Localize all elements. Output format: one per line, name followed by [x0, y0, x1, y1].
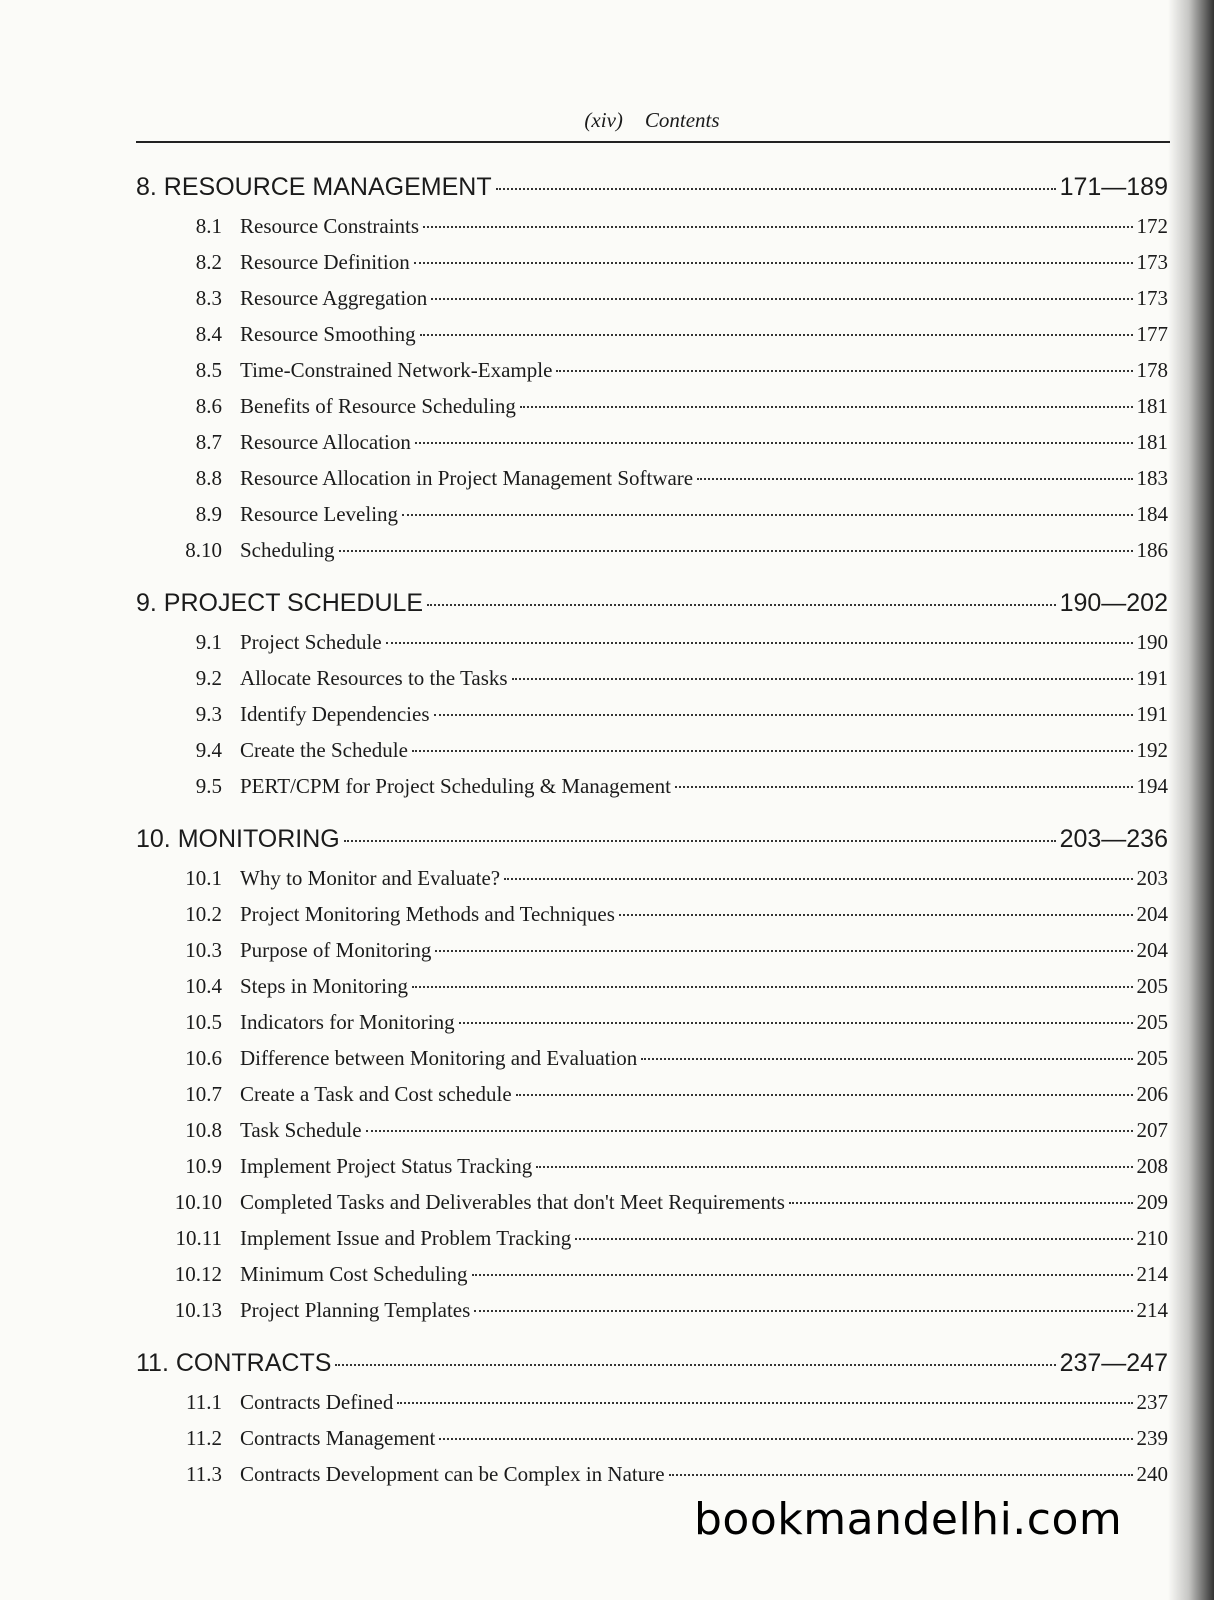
dot-leader [641, 1058, 1132, 1060]
section-title: Benefits of Resource Scheduling [240, 394, 516, 418]
section-page-number: 204 [1136, 938, 1168, 962]
section-entry [136, 316, 1168, 352]
dot-leader [619, 914, 1133, 916]
section-title: Project Planning Templates [240, 1298, 471, 1322]
dot-leader [415, 442, 1133, 444]
section-entry [136, 1220, 1168, 1256]
section-title: Why to Monitor and Evaluate? [240, 866, 501, 890]
section-entry [136, 424, 1168, 460]
section-page-number: 186 [1136, 538, 1168, 562]
section-title: Resource Smoothing [240, 322, 416, 346]
section-page-number: 181 [1136, 394, 1168, 418]
section-number: 10.9 [185, 1154, 222, 1178]
section-title: Create a Task and Cost schedule [240, 1082, 512, 1106]
section-title: Create the Schedule [240, 738, 408, 762]
dot-leader [427, 604, 1055, 606]
section-page-number: 203 [1136, 866, 1168, 890]
dot-leader [472, 1274, 1133, 1276]
section-title: Implement Project Status Tracking [240, 1154, 533, 1178]
section-title: Implement Issue and Problem Tracking [240, 1226, 572, 1250]
section-entry [136, 496, 1168, 532]
section-page-number: 214 [1136, 1298, 1168, 1322]
chapter-title: 10. MONITORING [136, 825, 340, 853]
section-title: Task Schedule [240, 1118, 362, 1142]
section-page-number: 237 [1136, 1390, 1168, 1414]
section-entry [136, 280, 1168, 316]
section-number: 10.5 [185, 1010, 222, 1034]
section-number: 9.2 [195, 666, 222, 690]
section-entry [136, 660, 1168, 696]
section-title: Resource Constraints [240, 214, 420, 238]
section-page-number: 190 [1136, 630, 1168, 654]
chapter-entry [136, 818, 1168, 860]
section-title: Contracts Development can be Complex in Nature [240, 1462, 665, 1486]
section-title: Contracts Defined [240, 1390, 394, 1414]
dot-leader [366, 1130, 1133, 1132]
section-number: 10.7 [185, 1082, 222, 1106]
section-number: 10.1 [185, 866, 222, 890]
section-number: 8.10 [185, 538, 222, 562]
table-of-contents [136, 166, 1168, 1492]
dot-leader [435, 950, 1132, 952]
section-page-number: 210 [1136, 1226, 1168, 1250]
section-number: 9.4 [195, 738, 222, 762]
section-entry [136, 1292, 1168, 1328]
section-title: Allocate Resources to the Tasks [240, 666, 508, 690]
section-number: 10.3 [185, 938, 222, 962]
section-page-number: 183 [1136, 466, 1168, 490]
chapter-page-range: 237—247 [1059, 1349, 1168, 1377]
chapter-group [136, 1342, 1168, 1492]
section-number: 8.6 [195, 394, 222, 418]
chapter-title: 9. PROJECT SCHEDULE [136, 589, 424, 617]
dot-leader [789, 1202, 1133, 1204]
section-entry [136, 1256, 1168, 1292]
dot-leader [423, 226, 1132, 228]
section-number: 8.2 [195, 250, 222, 274]
dot-leader [344, 840, 1056, 842]
chapter-entry [136, 1342, 1168, 1384]
section-page-number: 191 [1136, 666, 1168, 690]
section-number: 9.5 [195, 774, 222, 798]
section-entry [136, 1112, 1168, 1148]
section-page-number: 206 [1136, 1082, 1168, 1106]
section-page-number: 177 [1136, 322, 1168, 346]
dot-leader [386, 642, 1133, 644]
page-edge-shadow [1168, 0, 1214, 1600]
dot-leader [412, 750, 1133, 752]
chapter-entry [136, 166, 1168, 208]
section-number: 8.7 [195, 430, 222, 454]
section-number: 10.12 [174, 1262, 222, 1286]
dot-leader [459, 1022, 1133, 1024]
section-title: Resource Allocation [240, 430, 411, 454]
section-entry [136, 1040, 1168, 1076]
section-page-number: 173 [1136, 286, 1168, 310]
section-page-number: 172 [1136, 214, 1168, 238]
section-number: 8.1 [195, 214, 222, 238]
section-page-number: 194 [1136, 774, 1168, 798]
section-page-number: 192 [1136, 738, 1168, 762]
dot-leader [439, 1438, 1132, 1440]
section-page-number: 207 [1136, 1118, 1168, 1142]
section-page-number: 209 [1136, 1190, 1168, 1214]
section-number: 10.11 [175, 1226, 222, 1250]
dot-leader [697, 478, 1132, 480]
dot-leader [516, 1094, 1133, 1096]
section-entry [136, 896, 1168, 932]
section-title: Minimum Cost Scheduling [240, 1262, 468, 1286]
section-entry [136, 1456, 1168, 1492]
dot-leader [669, 1474, 1133, 1476]
section-entry [136, 732, 1168, 768]
section-title: Resource Definition [240, 250, 410, 274]
running-header [136, 108, 1168, 133]
section-entry [136, 696, 1168, 732]
section-title: Purpose of Monitoring [240, 938, 432, 962]
section-number: 9.3 [195, 702, 222, 726]
chapter-title: 11. CONTRACTS [136, 1349, 332, 1377]
section-number: 11.1 [186, 1390, 222, 1414]
dot-leader [420, 334, 1133, 336]
dot-leader [520, 406, 1133, 408]
section-number: 9.1 [195, 630, 222, 654]
section-title: Difference between Monitoring and Evaluation [240, 1046, 638, 1070]
dot-leader [434, 714, 1133, 716]
watermark: bookmandelhi.com [694, 1494, 1123, 1545]
chapter-page-range: 203—236 [1059, 825, 1168, 853]
dot-leader [512, 678, 1133, 680]
dot-leader [556, 370, 1132, 372]
section-number: 10.10 [174, 1190, 222, 1214]
section-number: 10.8 [185, 1118, 222, 1142]
section-entry [136, 352, 1168, 388]
section-page-number: 181 [1136, 430, 1168, 454]
chapter-entry [136, 582, 1168, 624]
section-entry [136, 1384, 1168, 1420]
section-page-number: 191 [1136, 702, 1168, 726]
dot-leader [536, 1166, 1132, 1168]
section-page-number: 240 [1136, 1462, 1168, 1486]
chapter-group [136, 818, 1168, 1328]
section-entry [136, 768, 1168, 804]
section-page-number: 204 [1136, 902, 1168, 926]
dot-leader [504, 878, 1132, 880]
section-entry [136, 244, 1168, 280]
section-title: Contracts Management [240, 1426, 436, 1450]
section-number: 11.2 [186, 1426, 222, 1450]
dot-leader [575, 1238, 1132, 1240]
section-entry [136, 1184, 1168, 1220]
dot-leader [431, 298, 1132, 300]
header-title: Contents [644, 108, 720, 132]
chapter-page-range: 171—189 [1059, 173, 1168, 201]
section-title: Resource Allocation in Project Management Software [240, 466, 694, 490]
dot-leader [414, 262, 1133, 264]
section-number: 8.9 [195, 502, 222, 526]
section-entry [136, 1420, 1168, 1456]
dot-leader [675, 786, 1133, 788]
section-entry [136, 532, 1168, 568]
section-number: 8.5 [195, 358, 222, 382]
section-title: Indicators for Monitoring [240, 1010, 455, 1034]
section-entry [136, 388, 1168, 424]
section-page-number: 239 [1136, 1426, 1168, 1450]
section-number: 10.2 [185, 902, 222, 926]
section-title: Resource Leveling [240, 502, 399, 526]
section-number: 8.3 [195, 286, 222, 310]
header-rule [136, 141, 1170, 143]
chapter-group [136, 166, 1168, 568]
section-page-number: 173 [1136, 250, 1168, 274]
section-number: 10.6 [185, 1046, 222, 1070]
section-entry [136, 1148, 1168, 1184]
section-page-number: 184 [1136, 502, 1168, 526]
section-page-number: 214 [1136, 1262, 1168, 1286]
chapter-page-range: 190—202 [1059, 589, 1168, 617]
section-number: 8.4 [195, 322, 222, 346]
section-title: Project Schedule [240, 630, 382, 654]
section-title: Project Monitoring Methods and Techniques [240, 902, 615, 926]
section-page-number: 205 [1136, 974, 1168, 998]
section-title: Scheduling [240, 538, 335, 562]
section-title: Completed Tasks and Deliverables that don't Meet Requirements [240, 1190, 785, 1214]
section-entry [136, 208, 1168, 244]
section-page-number: 208 [1136, 1154, 1168, 1178]
section-title: Resource Aggregation [240, 286, 428, 310]
dot-leader [412, 986, 1132, 988]
dot-leader [397, 1402, 1132, 1404]
section-title: PERT/CPM for Project Scheduling & Management [240, 774, 671, 798]
section-number: 11.3 [186, 1462, 222, 1486]
section-title: Time-Constrained Network-Example [240, 358, 553, 382]
section-entry [136, 460, 1168, 496]
section-entry [136, 624, 1168, 660]
section-entry [136, 968, 1168, 1004]
section-entry [136, 932, 1168, 968]
section-entry [136, 1076, 1168, 1112]
section-title: Identify Dependencies [240, 702, 430, 726]
section-number: 8.8 [195, 466, 222, 490]
dot-leader [335, 1364, 1055, 1366]
section-entry [136, 1004, 1168, 1040]
page-number-roman: (xiv) [584, 108, 623, 132]
section-page-number: 178 [1136, 358, 1168, 382]
section-page-number: 205 [1136, 1010, 1168, 1034]
chapter-title: 8. RESOURCE MANAGEMENT [136, 173, 492, 201]
dot-leader [402, 514, 1132, 516]
dot-leader [339, 550, 1133, 552]
section-entry [136, 860, 1168, 896]
section-page-number: 205 [1136, 1046, 1168, 1070]
dot-leader [474, 1310, 1132, 1312]
dot-leader [496, 188, 1056, 190]
section-number: 10.4 [185, 974, 222, 998]
chapter-group [136, 582, 1168, 804]
section-number: 10.13 [174, 1298, 222, 1322]
section-title: Steps in Monitoring [240, 974, 409, 998]
